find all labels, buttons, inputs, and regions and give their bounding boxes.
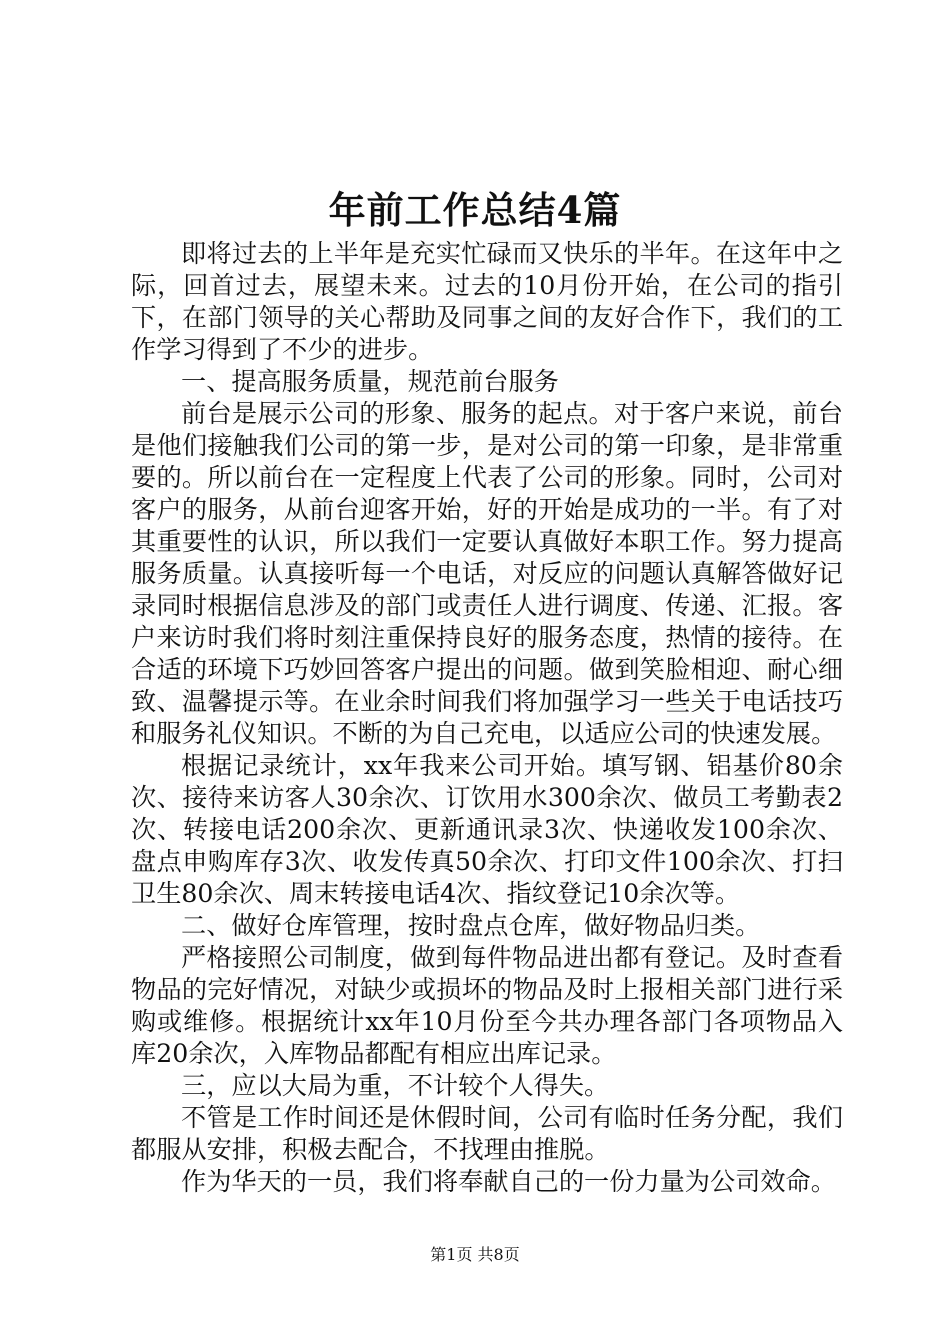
document-title: 年前工作总结4篇 <box>328 188 622 232</box>
paragraph-front-desk: 前台是展示公司的形象、服务的起点。对于客户来说，前台是他们接触我们公司的第一步，是对公司的第一印象，是非常重要的。所以前台在一定程度上代表了公司的形象。同时，公司对客户的服务，从前台迎客开始，好的开始是成功的一半。有了对其重要性的认识，所以我们一定要认真做好本职工作。努力提高服务质量。认真接听每一个电话，对反应的问题认真解答做好记录同时根据信息涉及的部门或责任人进行调度、传递、汇报。客户来访时我们将时刻注重保持良好的服务态度，热情的接待。在合适的环境下巧妙回答客户提出的问题。做到笑脸相迎、耐心细致、温馨提示等。在业余时间我们将加强学习一些关于电话技巧和服务礼仪知识。不断的为自己充电，以适应公司的快速发展。 <box>131 399 843 748</box>
page-footer: 第1页 共8页 <box>430 1245 520 1264</box>
section-heading-1: 一、提高服务质量，规范前台服务 <box>181 367 559 396</box>
paragraph-statistics: 根据记录统计，xx年我来公司开始。填写钢、铝基价80余次、接待来访客人30余次、订饮用水300余次、做员工考勤表2次、转接电话200余次、更新通讯录3次、快递收发100余次、盘点申购库存3次、收发传真50余次、打印文件100余次、打扫卫生80余次、周末转接电话4次、指纹登记10余次等。 <box>131 751 843 908</box>
paragraph-warehouse: 严格接照公司制度，做到每件物品进出都有登记。及时查看物品的完好情况，对缺少或损坏的物品及时上报相关部门进行采购或维修。根据统计xx年10月份至今共办理各部门各项物品入库20余次，入库物品都配有相应出库记录。 <box>131 943 843 1068</box>
paragraph-closing: 作为华天的一员，我们将奉献自己的一份力量为公司效命。 <box>181 1167 836 1196</box>
section-heading-2: 二、做好仓库管理，按时盘点仓库，做好物品归类。 <box>181 911 761 940</box>
paragraph-intro: 即将过去的上半年是充实忙碌而又快乐的半年。在这年中之际，回首过去，展望未来。过去的10月份开始，在公司的指引下，在部门领导的关心帮助及同事之间的友好合作下，我们的工作学习得到了不少的进步。 <box>131 239 843 364</box>
document-body <box>131 238 843 1198</box>
section-heading-3: 三，应以大局为重，不计较个人得失。 <box>181 1071 610 1100</box>
paragraph-cooperation: 不管是工作时间还是休假时间，公司有临时任务分配，我们都服从安排，积极去配合，不找理由推脱。 <box>131 1103 843 1164</box>
